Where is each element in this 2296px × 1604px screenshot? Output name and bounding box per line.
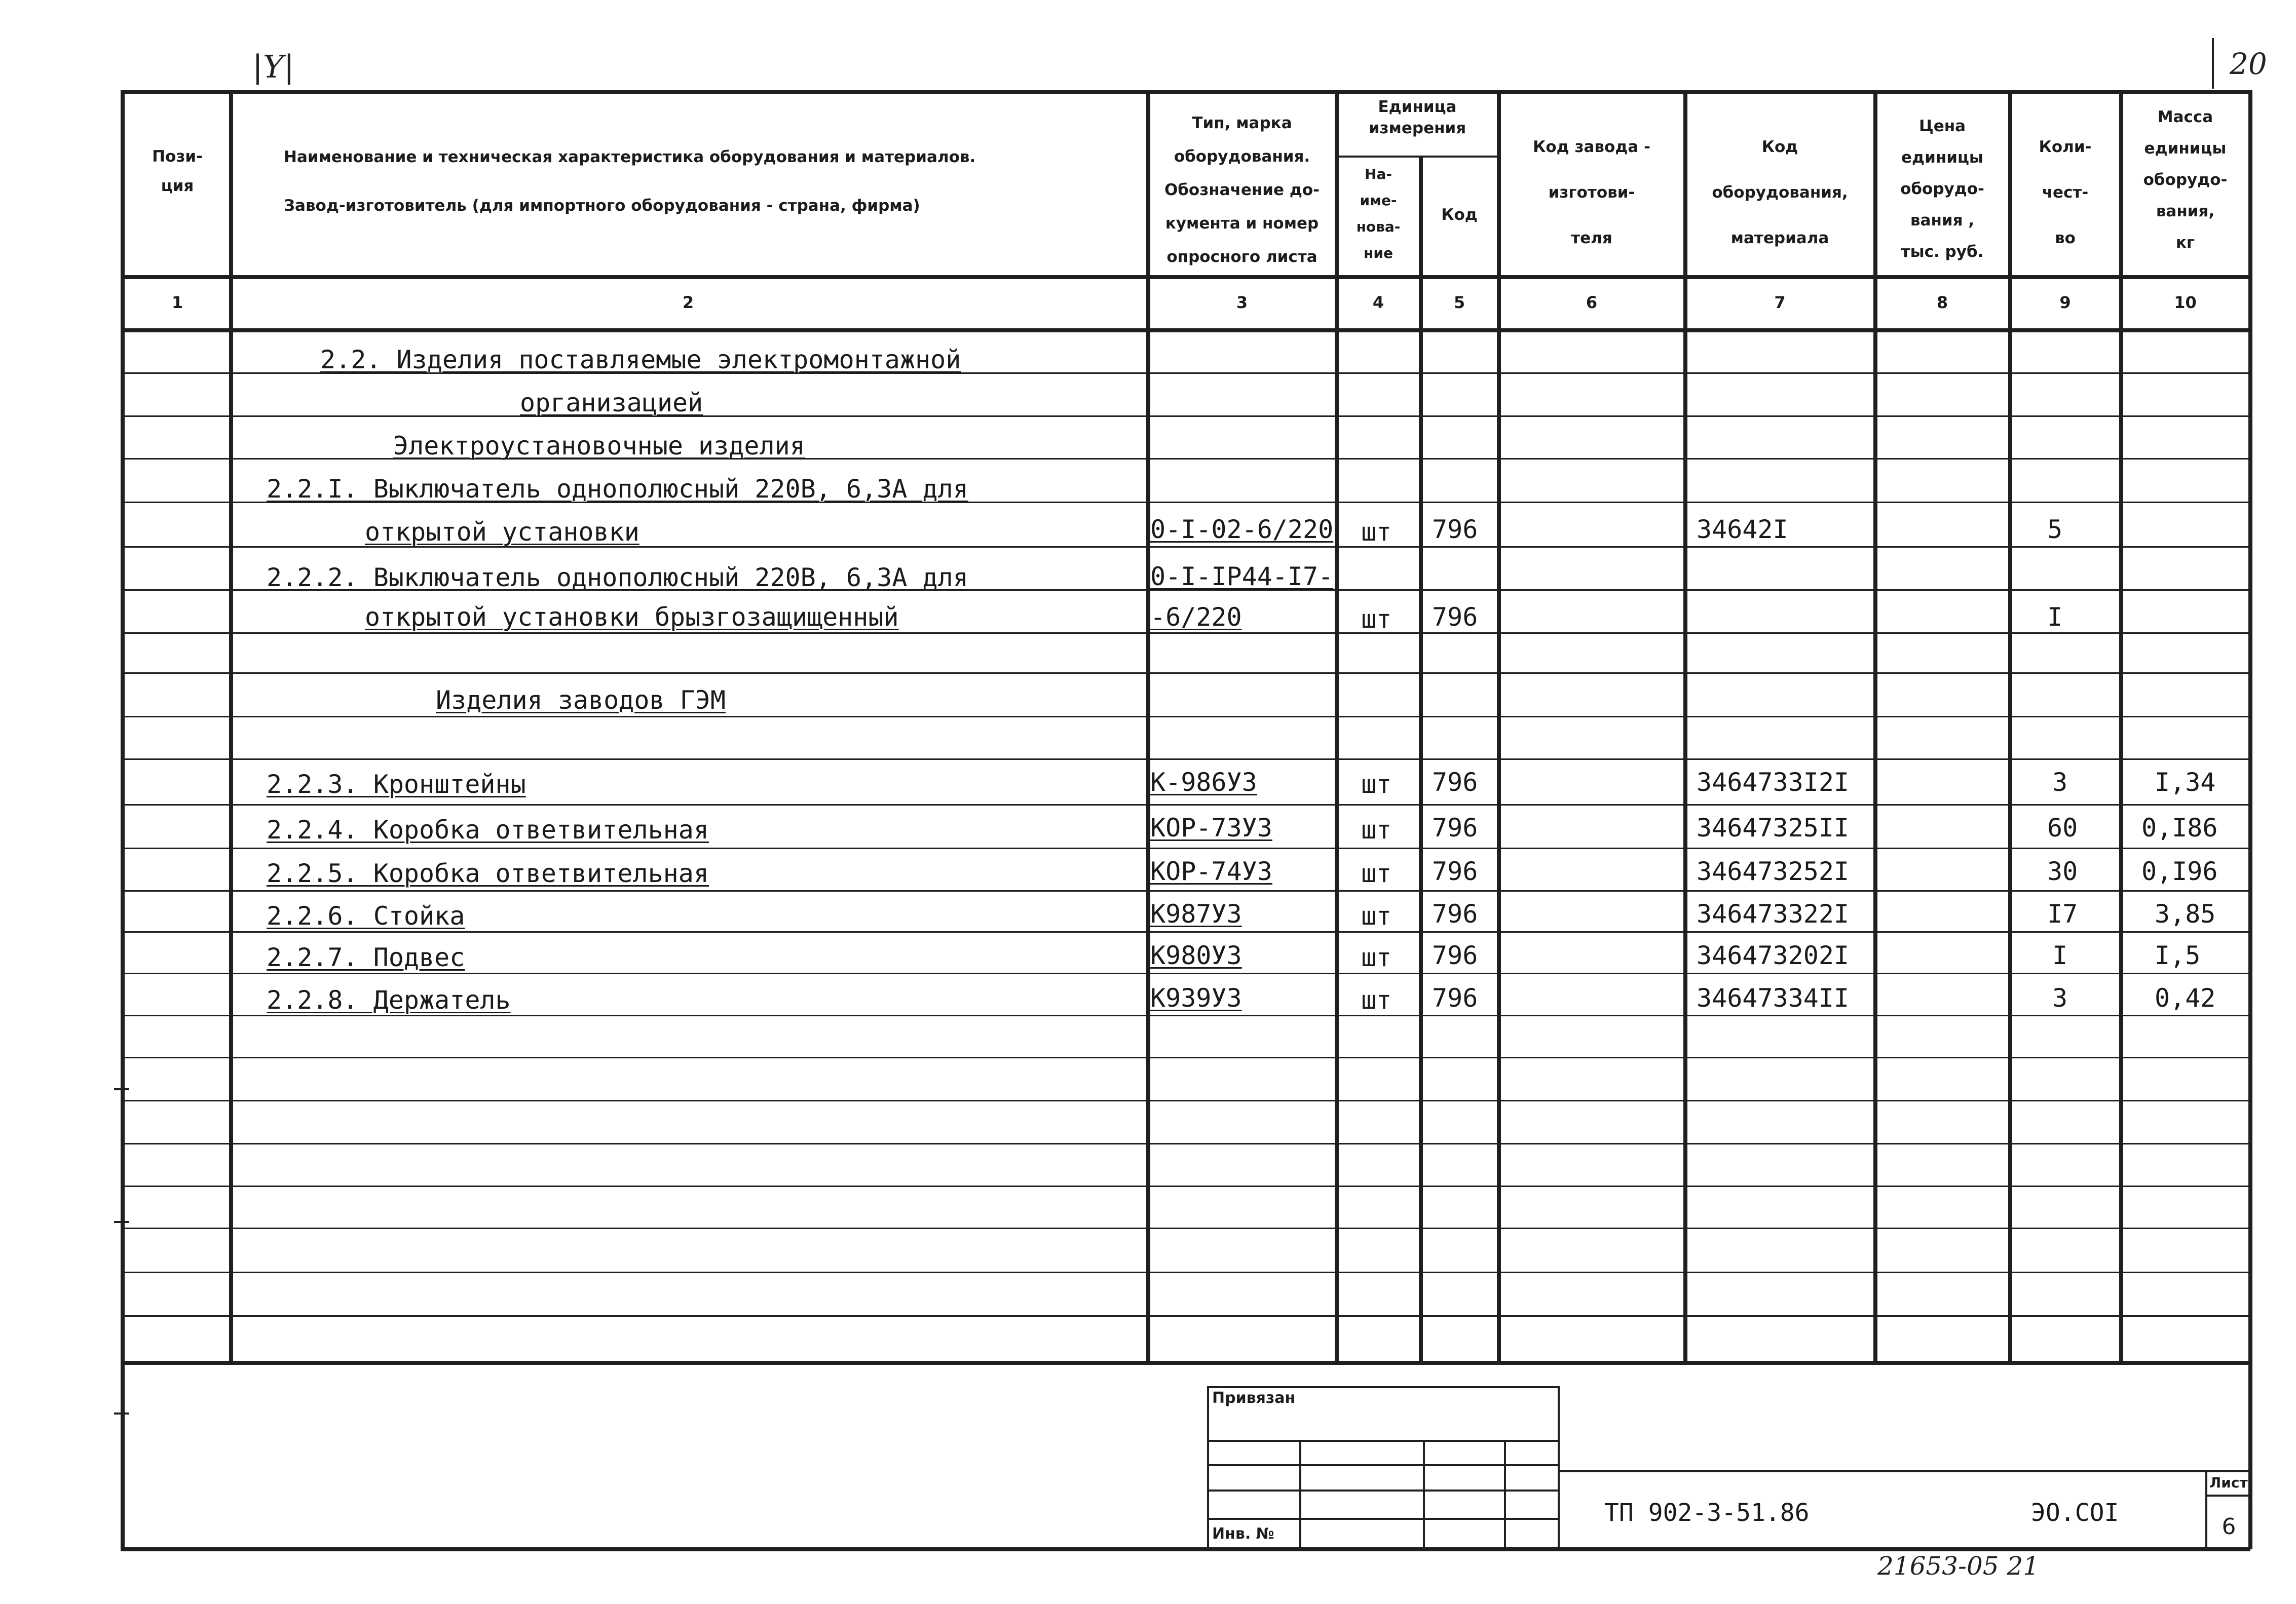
col-sep-9 <box>2119 90 2123 1362</box>
item-qty: I <box>2047 602 2063 632</box>
item-unit-code: 796 <box>1432 768 1478 797</box>
corner-mark: |Y| <box>252 48 294 85</box>
row-line <box>121 758 2250 760</box>
page-number: 20 <box>2230 47 2267 81</box>
unit-subheader-line <box>1335 156 1497 158</box>
col-sep-5 <box>1497 90 1501 1362</box>
stamp-box-right <box>1558 1386 1560 1547</box>
item-unit-code: 796 <box>1432 813 1478 843</box>
header-unit-title: Единица измерения <box>1368 98 1466 137</box>
item-name: 2.2.2. Выключатель однополюсный 220В, 6,3А для <box>267 563 968 592</box>
item-name: 2.2.7. Подвес <box>267 943 465 972</box>
item-qty: 5 <box>2047 515 2063 544</box>
item-qty: 60 <box>2047 813 2078 843</box>
header-col8: Цена единицы оборудо- вания , тыс. руб. <box>1900 117 1984 261</box>
item-unit: шт <box>1361 815 1392 845</box>
column-number: 3 <box>1236 293 1248 312</box>
item-qty: 30 <box>2047 857 2078 886</box>
item-name: 2.2.4. Коробка ответвительная <box>267 815 709 845</box>
header-col2: Наименование и техническая характеристика оборудования и материалов. Завод-изготовитель (для импортного оборудования - страна, фирма) <box>284 148 976 215</box>
column-number: 2 <box>682 293 694 312</box>
row-line <box>121 716 2250 717</box>
item-qty: I7 <box>2047 899 2078 929</box>
column-number: 5 <box>1453 293 1465 312</box>
item-code: 346473202I <box>1697 941 1850 970</box>
header-col10: Масса единицы оборудо- вания, кг <box>2143 108 2228 252</box>
item-code: 34647334II <box>1697 983 1850 1013</box>
col-sep-6 <box>1683 90 1687 1362</box>
row-line <box>121 1057 2250 1058</box>
row-line <box>121 1100 2250 1101</box>
item-name: 2.2.3. Кронштейны <box>267 770 526 799</box>
item-mass: 3,85 <box>2155 899 2216 929</box>
column-number: 10 <box>2174 293 2197 312</box>
table-body-bottom <box>121 1361 2250 1365</box>
item-type: К987У3 <box>1150 899 1242 929</box>
column-number: 9 <box>2059 293 2071 312</box>
item-mass: 0,I86 <box>2141 813 2218 843</box>
margin-tick <box>114 1412 129 1415</box>
stamp-box-line <box>1207 1440 1559 1442</box>
row-line <box>121 672 2250 674</box>
row-line <box>121 804 2250 806</box>
stamp-box-sep <box>1504 1440 1506 1547</box>
row-line <box>121 1272 2250 1273</box>
stamp-box-top <box>1207 1386 1559 1388</box>
item-code: 346473252I <box>1697 857 1850 886</box>
row-line <box>121 1315 2250 1317</box>
table-left-border <box>121 90 125 1549</box>
row-line <box>121 1228 2250 1229</box>
item-unit: шт <box>1361 901 1392 931</box>
col-sep-3 <box>1335 90 1339 1362</box>
item-unit: шт <box>1361 770 1392 799</box>
row-line <box>121 973 2250 974</box>
margin-tick <box>114 1088 129 1090</box>
header-col6: Код завода - изготови- теля <box>1533 138 1650 247</box>
page-bottom-border <box>121 1547 2250 1551</box>
table-right-border <box>2248 90 2252 1549</box>
row-line <box>121 1186 2250 1187</box>
section-subtitle: Изделия заводов ГЭМ <box>436 685 726 715</box>
stamp-box-line <box>1207 1464 1559 1466</box>
stamp-box-left <box>1207 1386 1209 1547</box>
item-type: 0-I-IP44-I7- <box>1150 562 1334 591</box>
doc-code-top-line <box>1558 1470 2250 1472</box>
item-qty: 3 <box>2052 768 2068 797</box>
section-title-cont: организацией <box>520 388 703 417</box>
section-subtitle: Электроустановочные изделия <box>393 431 805 461</box>
stamp-box-line <box>1207 1490 1559 1492</box>
item-mass: I,5 <box>2155 941 2201 970</box>
item-unit-code: 796 <box>1432 899 1478 929</box>
item-unit-code: 796 <box>1432 983 1478 1013</box>
stamp-privyazan-label: Привязан <box>1212 1389 1296 1407</box>
doc-code: ТП 902-3-51.86 <box>1604 1499 1810 1527</box>
item-mass: 0,I96 <box>2141 857 2218 886</box>
framed-block-top <box>1419 328 2123 332</box>
item-name-cont: открытой установки брызгозащищенный <box>365 602 899 632</box>
item-qty: I <box>2052 941 2068 970</box>
page-number-divider <box>2212 38 2214 89</box>
item-unit-code: 796 <box>1432 857 1478 886</box>
sheet-box-line <box>2205 1495 2250 1497</box>
item-type: КОР-73У3 <box>1150 813 1272 843</box>
row-line <box>121 931 2250 933</box>
col-sep-1 <box>229 90 233 1362</box>
item-type-cont: -6/220 <box>1150 602 1242 632</box>
row-line <box>121 1143 2250 1144</box>
col-sep-7 <box>1873 90 1877 1362</box>
item-unit-code: 796 <box>1432 941 1478 970</box>
item-type: 0-I-02-6/220 <box>1150 515 1334 544</box>
header-col9: Коли- чест- во <box>2039 138 2092 247</box>
stamp-box-sep <box>1299 1440 1301 1547</box>
col-sep-2 <box>1146 90 1150 1362</box>
sheet-number: 6 <box>2222 1514 2236 1540</box>
item-name: 2.2.6. Стойка <box>267 901 465 931</box>
item-code: 34642I <box>1697 515 1788 544</box>
header-col1: Пози- ция <box>152 147 203 195</box>
stamp-inv-label: Инв. № <box>1212 1525 1274 1543</box>
header-col7: Код оборудования, материала <box>1712 138 1848 247</box>
item-unit: шт <box>1361 985 1392 1015</box>
item-name-cont: открытой установки <box>365 517 639 547</box>
column-number: 4 <box>1372 293 1384 312</box>
item-unit: шт <box>1361 517 1392 547</box>
item-name: 2.2.5. Коробка ответвительная <box>267 859 709 888</box>
row-line <box>121 415 2250 417</box>
header-col5: Код <box>1441 206 1478 224</box>
item-type: К980У3 <box>1150 941 1242 970</box>
sheet-label: Лист <box>2209 1474 2248 1491</box>
item-unit: шт <box>1361 859 1392 888</box>
item-type: КОР-74У3 <box>1150 857 1272 886</box>
header-col4: На- име- нова- ние <box>1356 166 1401 261</box>
table-top-border <box>121 90 2250 94</box>
item-mass: I,34 <box>2155 768 2216 797</box>
col-sep-8 <box>2008 90 2012 1362</box>
margin-tick <box>114 1221 129 1223</box>
item-code: 346473322I <box>1697 899 1850 929</box>
column-number: 6 <box>1586 293 1598 312</box>
item-type: К939У3 <box>1150 983 1242 1013</box>
item-name: 2.2.8. Держатель <box>267 985 511 1015</box>
stamp-box-line <box>1207 1518 1559 1520</box>
doc-mark: ЭО.СОI <box>2031 1499 2119 1527</box>
item-type: К-986У3 <box>1150 768 1257 797</box>
section-title: 2.2. Изделия поставляемые электромонтажной <box>320 345 961 374</box>
item-qty: 3 <box>2052 983 2068 1013</box>
column-number: 7 <box>1774 293 1786 312</box>
column-number: 8 <box>1936 293 1948 312</box>
item-unit: шт <box>1361 943 1392 972</box>
item-code: 3464733I2I <box>1697 768 1850 797</box>
item-code: 34647325II <box>1697 813 1850 843</box>
column-number: 1 <box>171 293 183 312</box>
item-unit: шт <box>1361 604 1392 634</box>
archive-number: 21653-05 21 <box>1877 1551 2040 1581</box>
stamp-box-sep <box>1423 1440 1425 1547</box>
item-name: 2.2.I. Выключатель однополюсный 220В, 6,3А для <box>267 474 968 504</box>
row-line <box>121 848 2250 849</box>
item-mass: 0,42 <box>2155 983 2216 1013</box>
item-unit-code: 796 <box>1432 515 1478 544</box>
row-line <box>121 632 2250 634</box>
header-col3: Тип, марка оборудования. Обозначение до- кумента и номер опросного листа <box>1164 114 1320 266</box>
header-bottom-border <box>121 275 2250 279</box>
row-line <box>121 890 2250 892</box>
item-unit-code: 796 <box>1432 602 1478 632</box>
